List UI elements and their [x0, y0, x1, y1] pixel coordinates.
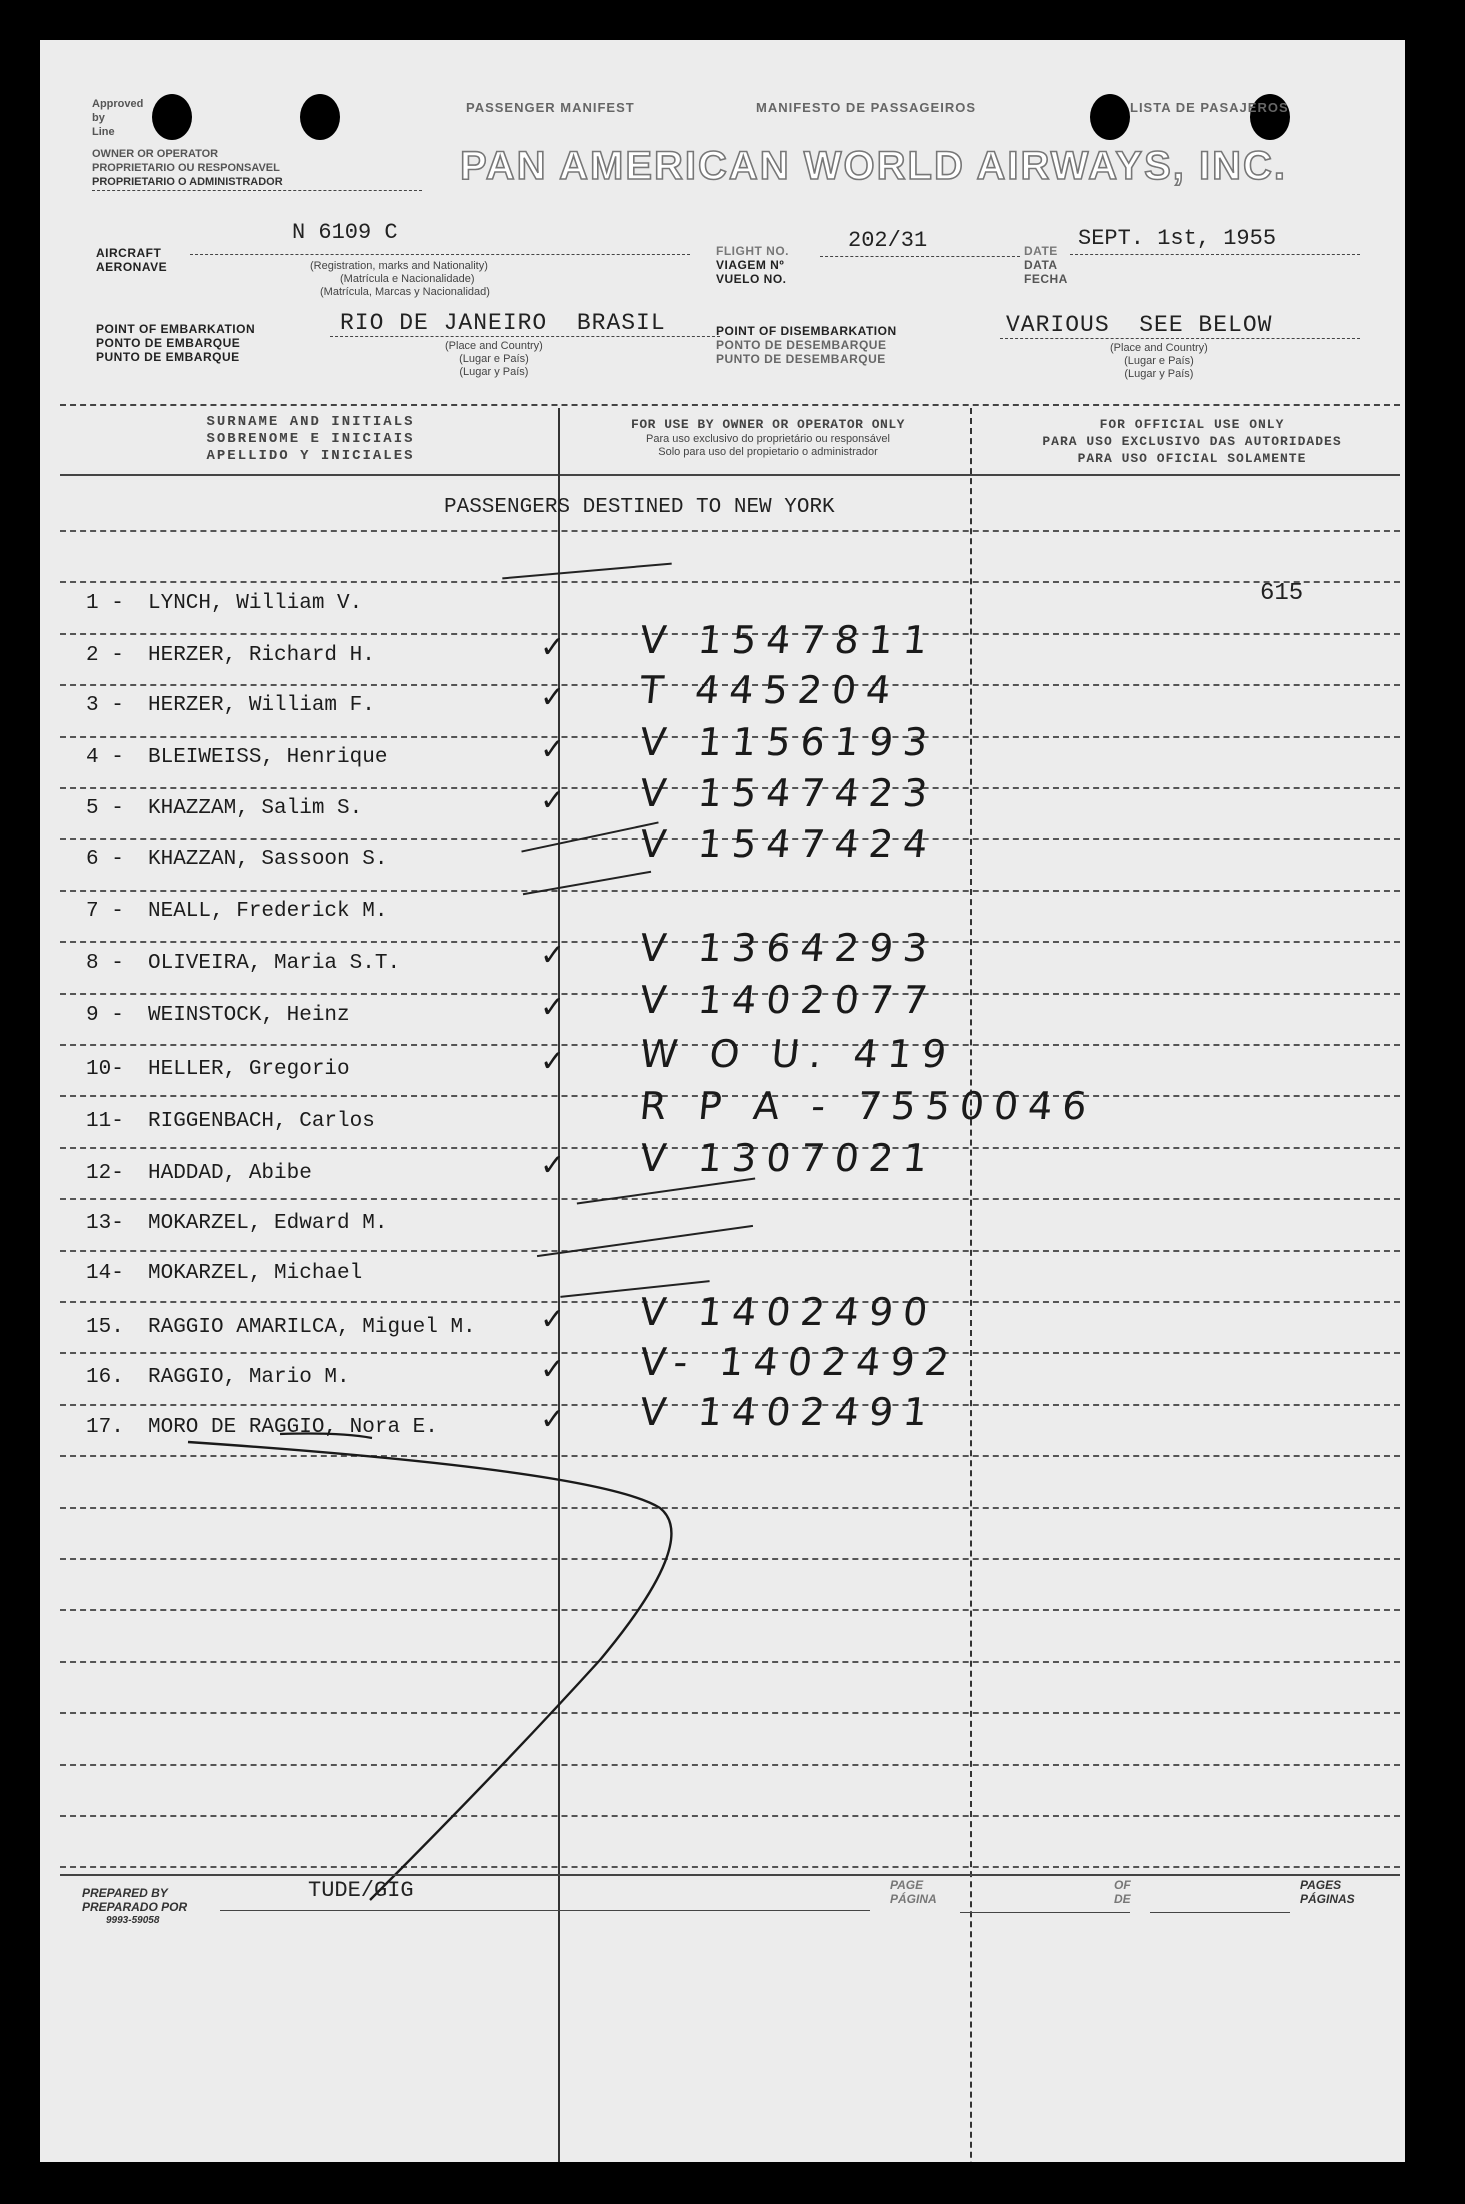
passenger-number: 16.	[86, 1366, 124, 1389]
approval-line: Approved	[92, 98, 144, 110]
passenger-surname-initials: NEALL, Frederick M.	[148, 900, 388, 923]
prepared-by-label: PREPARED BY PREPARADO POR 9993-59058	[82, 1886, 188, 1926]
official-note: 615	[1260, 580, 1304, 607]
document-number-handwritten: T 445204	[637, 668, 903, 712]
passenger-number: 14-	[86, 1262, 124, 1285]
aircraft-value: N 6109 C	[292, 220, 398, 245]
passenger-surname-initials: HELLER, Gregorio	[148, 1058, 350, 1081]
passenger-surname-initials: RIGGENBACH, Carlos	[148, 1110, 375, 1133]
document-number-handwritten: V 1156193	[637, 720, 940, 764]
passenger-number: 15.	[86, 1316, 124, 1339]
passenger-surname-initials: KHAZZAN, Sassoon S.	[148, 848, 388, 871]
disembark-value: VARIOUS SEE BELOW	[1006, 312, 1273, 338]
passenger-number: 6 -	[86, 848, 124, 871]
passenger-number: 12-	[86, 1162, 124, 1185]
disembark-label: POINT OF DISEMBARKATION PONTO DE DESEMBARQUE PUNTO DE DESEMBARQUE	[716, 324, 897, 366]
company-name: PAN AMERICAN WORLD AIRWAYS, INC.	[460, 144, 1287, 188]
owner-label-en: OWNER OR OPERATOR	[92, 148, 219, 160]
passenger-number: 9 -	[86, 1004, 124, 1027]
prepared-by-value: TUDE/GIG	[308, 1878, 414, 1903]
check-mark-icon: ✓	[540, 680, 566, 715]
passenger-number: 3 -	[86, 694, 124, 717]
passenger-surname-initials: WEINSTOCK, Heinz	[148, 1004, 350, 1027]
col-header-official: FOR OFFICIAL USE ONLY PARA USO EXCLUSIVO DAS AUTORIDADES PARA USO OFICIAL SOLAMENTE	[1042, 417, 1342, 466]
manifest-sheet	[40, 40, 1405, 2162]
passenger-number: 2 -	[86, 644, 124, 667]
check-mark-icon: ✓	[540, 1402, 566, 1437]
col-header-name: SURNAME AND INITIALS SOBRENOME E INICIAIS APELLIDO Y INICIALES	[206, 414, 415, 464]
page-label: PAGE PÁGINA	[890, 1878, 937, 1906]
check-mark-icon: ✓	[540, 783, 566, 818]
check-mark-icon: ✓	[540, 1148, 566, 1183]
passenger-surname-initials: RAGGIO AMARILCA, Miguel M.	[148, 1316, 476, 1339]
passenger-surname-initials: MOKARZEL, Michael	[148, 1262, 363, 1285]
approval-line: by	[92, 112, 105, 124]
date-label: DATE DATA FECHA	[1024, 244, 1068, 286]
passenger-surname-initials: OLIVEIRA, Maria S.T.	[148, 952, 401, 975]
check-mark-icon: ✓	[540, 630, 566, 665]
owner-label-pt: PROPRIETARIO OU RESPONSAVEL	[92, 162, 280, 174]
document-number-handwritten: V 1547811	[637, 618, 940, 662]
document-number-handwritten: V 1307021	[637, 1136, 940, 1180]
aircraft-label: AIRCRAFT AERONAVE	[96, 246, 168, 274]
passenger-surname-initials: MOKARZEL, Edward M.	[148, 1212, 388, 1235]
approval-line: Line	[92, 126, 115, 138]
passenger-surname-initials: KHAZZAM, Salim S.	[148, 797, 363, 820]
passenger-number: 11-	[86, 1110, 124, 1133]
passenger-number: 8 -	[86, 952, 124, 975]
check-mark-icon: ✓	[540, 1044, 566, 1079]
passenger-number: 5 -	[86, 797, 124, 820]
document-number-handwritten: W O U. 419	[637, 1032, 959, 1076]
check-mark-icon: ✓	[540, 938, 566, 973]
embark-value: RIO DE JANEIRO BRASIL	[340, 310, 666, 336]
document-number-handwritten: V 1402077	[637, 978, 940, 1022]
document-number-handwritten: V- 1402492	[637, 1340, 962, 1384]
document-number-handwritten: V 1402491	[637, 1390, 940, 1434]
passenger-number: 7 -	[86, 900, 124, 923]
check-mark-icon: ✓	[540, 732, 566, 767]
section-title: PASSENGERS DESTINED TO NEW YORK	[444, 496, 835, 519]
owner-label-es: PROPRIETARIO O ADMINISTRADOR	[92, 176, 283, 188]
flight-value: 202/31	[848, 228, 928, 253]
document-number-handwritten: V 1547423	[637, 771, 940, 815]
document-number-handwritten: R P A - 7550046	[637, 1084, 1099, 1128]
passenger-number: 17.	[86, 1416, 124, 1439]
check-mark-icon: ✓	[540, 1352, 566, 1387]
document-number-handwritten: V 1402490	[637, 1290, 940, 1334]
aircraft-hint: (Registration, marks and Nationality) (Matrícula e Nacionalidade) (Matrícula, Marcas y Nacionalidad)	[310, 260, 490, 298]
passenger-surname-initials: RAGGIO, Mario M.	[148, 1366, 350, 1389]
passenger-surname-initials: MORO DE RAGGIO, Nora E.	[148, 1416, 438, 1439]
document-number-handwritten: V 1547424	[637, 822, 940, 866]
pages-label: PAGES PÁGINAS	[1300, 1878, 1355, 1906]
manifest-title-pt: MANIFESTO DE PASSAGEIROS	[756, 100, 976, 115]
manifest-title-es: LISTA DE PASAJEROS	[1130, 100, 1289, 115]
disembark-hint: (Place and Country) (Lugar e País) (Lugar y País)	[1110, 342, 1208, 380]
document-number-handwritten: V 1364293	[637, 926, 940, 970]
passenger-surname-initials: BLEIWEISS, Henrique	[148, 746, 388, 769]
passenger-number: 13-	[86, 1212, 124, 1235]
passenger-surname-initials: LYNCH, William V.	[148, 592, 363, 615]
embark-hint: (Place and Country) (Lugar e País) (Lugar y País)	[445, 340, 543, 378]
flight-label: FLIGHT NO. VIAGEM Nº VUELO NO.	[716, 244, 789, 286]
manifest-title-en: PASSENGER MANIFEST	[466, 100, 635, 115]
passenger-surname-initials: HERZER, William F.	[148, 694, 375, 717]
closing-stroke	[40, 40, 1405, 2162]
date-value: SEPT. 1st, 1955	[1078, 226, 1277, 251]
embark-label: POINT OF EMBARKATION PONTO DE EMBARQUE PUNTO DE EMBARQUE	[96, 322, 256, 364]
passenger-number: 4 -	[86, 746, 124, 769]
passenger-surname-initials: HADDAD, Abibe	[148, 1162, 312, 1185]
passenger-surname-initials: HERZER, Richard H.	[148, 644, 375, 667]
col-header-owner: FOR USE BY OWNER OR OPERATOR ONLY Para uso exclusivo do proprietário ou responsável Solo para uso del propietario o administrador	[631, 417, 905, 458]
check-mark-icon: ✓	[540, 1302, 566, 1337]
check-mark-icon: ✓	[540, 990, 566, 1025]
passenger-number: 10-	[86, 1058, 124, 1081]
passenger-number: 1 -	[86, 592, 124, 615]
of-label: OF DE	[1114, 1878, 1131, 1906]
